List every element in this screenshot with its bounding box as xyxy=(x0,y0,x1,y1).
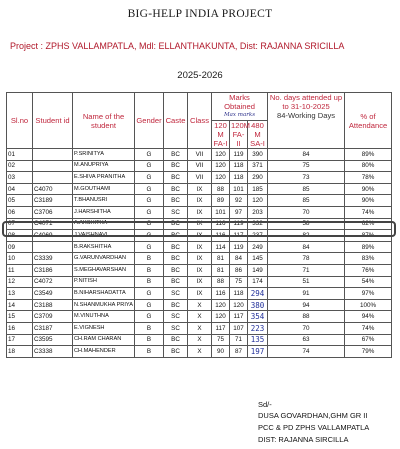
cell-sa1: 290 xyxy=(248,172,268,184)
cell-sa1: 249 xyxy=(248,241,268,253)
cell-caste: BC xyxy=(164,218,188,230)
cell-slno: 07 xyxy=(7,218,33,230)
cell-pct: 90% xyxy=(345,195,392,207)
cell-slno: 03 xyxy=(7,172,33,184)
cell-sa1: 203 xyxy=(248,206,268,218)
cell-slno: 15 xyxy=(7,311,33,323)
cell-slno: 17 xyxy=(7,334,33,346)
cell-fa2: 119 xyxy=(230,241,248,253)
cell-fa2: 86 xyxy=(230,264,248,276)
table-row xyxy=(7,334,392,346)
cell-sa1: 390 xyxy=(248,149,268,161)
cell-caste: SC xyxy=(164,311,188,323)
cell-fa2: 84 xyxy=(230,253,248,265)
cell-slno: 12 xyxy=(7,276,33,288)
cell-pct: 67% xyxy=(345,334,392,346)
table-row xyxy=(7,195,392,207)
header-marks-label: Marks Obtained xyxy=(224,93,255,111)
cell-caste: BC xyxy=(164,241,188,253)
cell-student-id xyxy=(33,172,73,184)
cell-class: IX xyxy=(188,288,212,300)
cell-gender: B xyxy=(135,276,164,288)
header-pct: % of Attendance xyxy=(345,93,392,149)
cell-gender: G xyxy=(135,149,164,161)
cell-caste: BC xyxy=(164,160,188,172)
table-row xyxy=(7,183,392,195)
cell-fa1: 120 xyxy=(212,172,230,184)
cell-pct: 89% xyxy=(345,241,392,253)
cell-caste: SC xyxy=(164,288,188,300)
header-fa2: 120M FA-II xyxy=(231,121,250,148)
cell-gender: G xyxy=(135,206,164,218)
cell-pct: 94% xyxy=(345,311,392,323)
cell-slno: 09 xyxy=(7,241,33,253)
cell-gender: G xyxy=(135,218,164,230)
cell-pct: 78% xyxy=(345,172,392,184)
cell-gender: G xyxy=(135,195,164,207)
cell-days: 94 xyxy=(268,299,345,311)
cell-gender: G xyxy=(135,311,164,323)
cell-caste: BC xyxy=(164,276,188,288)
cell-sa1: 185 xyxy=(248,183,268,195)
cell-days: 58 xyxy=(268,218,345,230)
cell-class: X xyxy=(188,311,212,323)
cell-name: J.HARSHITHA xyxy=(73,206,135,218)
cell-fa2: 71 xyxy=(230,334,248,346)
cell-days: 70 xyxy=(268,206,345,218)
cell-name: P.SRINITYA xyxy=(73,149,135,161)
cell-days: 88 xyxy=(268,311,345,323)
cell-caste: BC xyxy=(164,264,188,276)
cell-fa2: 117 xyxy=(230,230,248,242)
cell-gender: G xyxy=(135,230,164,242)
cell-days: 84 xyxy=(268,149,345,161)
cell-caste: BC xyxy=(164,230,188,242)
cell-fa1: 88 xyxy=(212,276,230,288)
header-name: Name of the student xyxy=(73,93,135,149)
cell-fa1: 81 xyxy=(212,253,230,265)
cell-gender: B xyxy=(135,322,164,334)
cell-fa1: 101 xyxy=(212,206,230,218)
cell-caste: BC xyxy=(164,195,188,207)
cell-fa2: 92 xyxy=(230,195,248,207)
working-days-note: 84-Working Days xyxy=(276,111,336,120)
cell-student-id xyxy=(33,241,73,253)
cell-days: 73 xyxy=(268,172,345,184)
cell-caste: BC xyxy=(164,183,188,195)
cell-student-id: C4071 xyxy=(33,218,73,230)
table-row xyxy=(7,253,392,265)
cell-fa2: 107 xyxy=(230,322,248,334)
cell-name: E.VIGNESH xyxy=(73,322,135,334)
cell-fa1: 120 xyxy=(212,160,230,172)
cell-fa1: 117 xyxy=(212,322,230,334)
cell-gender: G xyxy=(135,241,164,253)
header-days xyxy=(268,93,345,149)
cell-caste: SC xyxy=(164,206,188,218)
table-row xyxy=(7,172,392,184)
cell-pct: 89% xyxy=(345,149,392,161)
table-row xyxy=(7,149,392,161)
cell-fa2: 118 xyxy=(230,172,248,184)
cell-pct: 74% xyxy=(345,322,392,334)
highlighted-row-outline xyxy=(2,221,396,237)
cell-gender: G xyxy=(135,160,164,172)
cell-student-id: C3187 xyxy=(33,322,73,334)
cell-caste: BC xyxy=(164,334,188,346)
cell-days: 70 xyxy=(268,322,345,334)
cell-gender: B xyxy=(135,264,164,276)
header-student-id: Student id xyxy=(33,93,73,149)
cell-gender: G xyxy=(135,172,164,184)
cell-sa1: 149 xyxy=(248,264,268,276)
cell-name: B.NIHARSHADATTA xyxy=(73,288,135,300)
table-row xyxy=(7,311,392,323)
cell-sa1: 332 xyxy=(248,218,268,230)
cell-fa1: 116 xyxy=(212,230,230,242)
cell-fa2: 75 xyxy=(230,276,248,288)
cell-fa1: 120 xyxy=(212,299,230,311)
document-title: BIG-HELP INDIA PROJECT xyxy=(127,8,273,20)
signature-sd: Sd/- xyxy=(258,400,272,409)
cell-student-id: C3338 xyxy=(33,346,73,358)
cell-pct: 80% xyxy=(345,160,392,172)
table-row xyxy=(7,264,392,276)
cell-name: J.VAISHNAVI xyxy=(73,230,135,242)
cell-student-id: C3709 xyxy=(33,311,73,323)
header-marks xyxy=(212,93,268,121)
cell-gender: B xyxy=(135,334,164,346)
cell-class: IX xyxy=(188,183,212,195)
max-marks-note: Max marks xyxy=(223,112,256,118)
cell-student-id: C3189 xyxy=(33,195,73,207)
cell-name: M.VINUTHNA xyxy=(73,311,135,323)
cell-student-id: C3339 xyxy=(33,253,73,265)
cell-student-id: C3186 xyxy=(33,264,73,276)
cell-name: S.MEGHAVARSHAN xyxy=(73,264,135,276)
table-row xyxy=(7,276,392,288)
cell-caste: SC xyxy=(164,322,188,334)
cell-pct: 74% xyxy=(345,206,392,218)
signature-line-2: PCC & PD ZPHS VALLAMPATLA xyxy=(258,423,370,432)
cell-fa1: 120 xyxy=(212,149,230,161)
cell-class: VII xyxy=(188,149,212,161)
table-row xyxy=(7,288,392,300)
cell-caste: BC xyxy=(164,253,188,265)
cell-name: CH.MAHENDER xyxy=(73,346,135,358)
cell-student-id: C4072 xyxy=(33,276,73,288)
cell-slno: 01 xyxy=(7,149,33,161)
header-sa1: 480 M SA-I xyxy=(248,121,268,149)
cell-pct: 100% xyxy=(345,299,392,311)
cell-days: 63 xyxy=(268,334,345,346)
cell-pct: 62% xyxy=(345,218,392,230)
cell-caste: BC xyxy=(164,299,188,311)
cell-class: IX xyxy=(188,241,212,253)
cell-student-id: C4070 xyxy=(33,183,73,195)
cell-student-id: C3549 xyxy=(33,288,73,300)
cell-class: X xyxy=(188,346,212,358)
cell-slno: 02 xyxy=(7,160,33,172)
cell-name: T.BHANUSRI xyxy=(73,195,135,207)
cell-days: 74 xyxy=(268,346,345,358)
cell-slno: 10 xyxy=(7,253,33,265)
cell-sa1: 120 xyxy=(248,195,268,207)
cell-name: M.GOUTHAMI xyxy=(73,183,135,195)
table-row xyxy=(7,322,392,334)
cell-fa1: 88 xyxy=(212,183,230,195)
table-row xyxy=(7,346,392,358)
cell-slno: 04 xyxy=(7,183,33,195)
cell-slno: 14 xyxy=(7,299,33,311)
header-gender: Gender xyxy=(135,93,164,149)
cell-class: VII xyxy=(188,160,212,172)
cell-sa1: 294 xyxy=(248,288,268,300)
cell-fa2: 119 xyxy=(230,218,248,230)
cell-days: 91 xyxy=(268,288,345,300)
header-fa1: 120 M FA-I xyxy=(212,121,230,149)
cell-gender: B xyxy=(135,346,164,358)
header-slno: Sl.no xyxy=(7,93,33,149)
cell-pct: 76% xyxy=(345,264,392,276)
cell-caste: BC xyxy=(164,149,188,161)
cell-gender: G xyxy=(135,183,164,195)
signature-line-1: DUSA GOVARDHAN,GHM GR II xyxy=(258,411,368,420)
cell-class: IX xyxy=(188,206,212,218)
cell-pct: 79% xyxy=(345,346,392,358)
cell-fa1: 89 xyxy=(212,195,230,207)
cell-class: X xyxy=(188,322,212,334)
cell-class: IX xyxy=(188,230,212,242)
cell-fa1: 116 xyxy=(212,288,230,300)
cell-days: 85 xyxy=(268,183,345,195)
cell-slno: 08 xyxy=(7,230,33,242)
cell-days: 78 xyxy=(268,253,345,265)
cell-fa2: 120 xyxy=(230,299,248,311)
cell-name: M.ANUPRIYA xyxy=(73,160,135,172)
cell-gender: B xyxy=(135,253,164,265)
header-row xyxy=(7,93,392,121)
cell-sa1: 197 xyxy=(248,346,268,358)
cell-fa1: 81 xyxy=(212,264,230,276)
cell-slno: 16 xyxy=(7,322,33,334)
cell-class: IX xyxy=(188,276,212,288)
cell-student-id xyxy=(33,160,73,172)
cell-fa2: 119 xyxy=(230,149,248,161)
cell-name: N.SHANMUKHA PRIYA xyxy=(73,299,135,311)
table-row xyxy=(7,299,392,311)
cell-days: 51 xyxy=(268,276,345,288)
cell-name: E.SHIVA PRANITHA xyxy=(73,172,135,184)
cell-caste: BC xyxy=(164,172,188,184)
signature-line-3: DIST: RAJANNA SIRCILLA xyxy=(258,435,349,444)
cell-fa1: 114 xyxy=(212,241,230,253)
cell-student-id: C3188 xyxy=(33,299,73,311)
cell-class: X xyxy=(188,299,212,311)
cell-sa1: 145 xyxy=(248,253,268,265)
cell-fa2: 97 xyxy=(230,206,248,218)
cell-student-id xyxy=(33,149,73,161)
cell-fa2: 117 xyxy=(230,311,248,323)
cell-fa2: 101 xyxy=(230,183,248,195)
cell-class: IX xyxy=(188,264,212,276)
cell-class: VII xyxy=(188,172,212,184)
cell-class: X xyxy=(188,334,212,346)
table-row xyxy=(7,206,392,218)
cell-days: 84 xyxy=(268,241,345,253)
table-row xyxy=(7,241,392,253)
cell-name: B.RAKSHITHA xyxy=(73,241,135,253)
cell-student-id: C4069 xyxy=(33,230,73,242)
cell-pct: 83% xyxy=(345,253,392,265)
cell-name: G.VARUNVARDHAN xyxy=(73,253,135,265)
cell-sa1: 174 xyxy=(248,276,268,288)
cell-caste: BC xyxy=(164,346,188,358)
cell-sa1: 223 xyxy=(248,322,268,334)
cell-name: CH.RAM CHARAN xyxy=(73,334,135,346)
cell-name: A.AKSHITHA xyxy=(73,218,135,230)
cell-days: 85 xyxy=(268,195,345,207)
cell-slno: 11 xyxy=(7,264,33,276)
cell-name: P.NITISH xyxy=(73,276,135,288)
cell-sa1: 354 xyxy=(248,311,268,323)
cell-fa1: 120 xyxy=(212,311,230,323)
cell-sa1: 371 xyxy=(248,160,268,172)
header-caste: Caste xyxy=(164,93,188,149)
cell-fa1: 75 xyxy=(212,334,230,346)
cell-student-id: C3706 xyxy=(33,206,73,218)
cell-slno: 13 xyxy=(7,288,33,300)
cell-slno: 05 xyxy=(7,195,33,207)
cell-sa1: 237 xyxy=(248,230,268,242)
project-line: Project : ZPHS VALLAMPATLA, Mdl: ELLANTHAKUNTA, Dist: RAJANNA SRICILLA xyxy=(10,41,345,51)
cell-student-id: C3595 xyxy=(33,334,73,346)
academic-year: 2025-2026 xyxy=(177,70,223,81)
cell-gender: G xyxy=(135,299,164,311)
cell-sa1: 380 xyxy=(248,299,268,311)
cell-fa1: 90 xyxy=(212,346,230,358)
cell-pct: 87% xyxy=(345,230,392,242)
cell-days: 82 xyxy=(268,230,345,242)
cell-class: IX xyxy=(188,195,212,207)
cell-fa2: 118 xyxy=(230,288,248,300)
table-row xyxy=(7,160,392,172)
cell-slno: 18 xyxy=(7,346,33,358)
cell-fa1: 116 xyxy=(212,218,230,230)
cell-gender: G xyxy=(135,288,164,300)
cell-days: 75 xyxy=(268,160,345,172)
cell-fa2: 87 xyxy=(230,346,248,358)
cell-fa2: 118 xyxy=(230,160,248,172)
cell-class: IX xyxy=(188,253,212,265)
header-days-label: No. days attended up to 31-10-2025 xyxy=(269,93,343,111)
header-class: Class xyxy=(188,93,212,149)
cell-pct: 90% xyxy=(345,183,392,195)
cell-slno: 06 xyxy=(7,206,33,218)
cell-pct: 54% xyxy=(345,276,392,288)
cell-sa1: 135 xyxy=(248,334,268,346)
cell-class: IX xyxy=(188,218,212,230)
cell-pct: 97% xyxy=(345,288,392,300)
cell-days: 71 xyxy=(268,264,345,276)
